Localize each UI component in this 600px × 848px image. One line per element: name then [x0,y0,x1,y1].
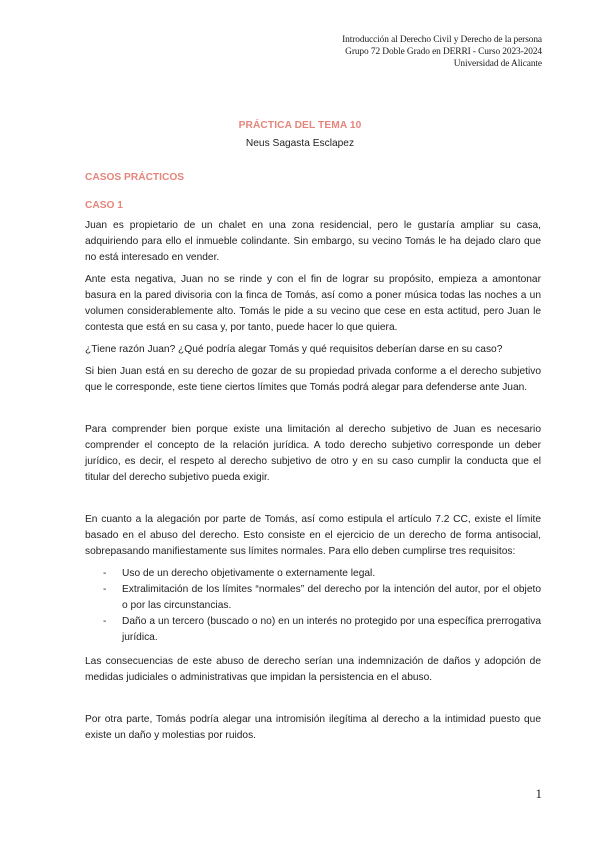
paragraph-abuse-of-right: En cuanto a la alegación por parte de Tomás, así como estipula el artículo 7.2 CC, existe el límite basado en el abuso del derecho. Esto consiste en el ejercicio de un derecho de forma antisocial, sobrepasando manifiestamente sus límites normales. Para ello deben cumplirse tres requisitos: [85,514,541,557]
paragraph-privacy: Por otra parte, Tomás podría alegar una intromisión ilegítima al derecho a la intimidad puesto que existe un daño y molestias por ruidos. [85,714,541,741]
page-header [342,34,542,70]
bullet-dash: - [103,568,107,579]
requirement-text: Daño a un tercero (buscado o no) en un interés no protegido por una específica prerrogativa jurídica. [122,616,541,643]
page-number: 1 [535,786,542,801]
paragraph-answer-intro: Si bien Juan está en su derecho de gozar de su propiedad privada conforme a el derecho subjetivo que le corresponde, este tiene ciertos límites que Tomás podrá alegar para defenderse ante Juan. [85,366,541,393]
document-title: PRÁCTICA DEL TEMA 10 [238,120,362,131]
paragraph-case-intro: Juan es propietario de un chalet en una zona residencial, pero le gustaría ampliar su casa, adquiriendo para ello el inmueble colindante. Sin embargo, su vecino Tomás le ha dejado claro que no está interesado en vender. [85,220,541,263]
case-heading: CASO 1 [85,200,123,211]
paragraph-question: ¿Tiene razón Juan? ¿Qué podría alegar Tomás y qué requisitos deberían darse en su caso? [85,344,503,355]
header-course: Introducción al Derecho Civil y Derecho de la persona [342,35,542,45]
paragraph-consequences: Las consecuencias de este abuso de derecho serían una indemnización de daños y adopción de medidas judiciales o administrativas que impidan la persistencia en el abuso. [85,656,541,683]
requirements-list [85,566,541,646]
bullet-dash: - [103,584,107,595]
document-body [85,170,541,750]
document-author: Neus Sagasta Esclapez [245,138,355,149]
paragraph-legal-relation: Para comprender bien porque existe una limitación al derecho subjetivo de Juan es necesario comprender el concepto de la relación jurídica. A todo derecho subjetivo corresponde un deber jurídico, es decir, el respeto al derecho subjetivo de otro y en su caso cumplir la conducta que el titular del derecho subjetivo pueda exigir. [85,424,541,483]
header-university: Universidad de Alicante [453,59,542,69]
list-item [85,614,541,646]
section-heading: CASOS PRÁCTICOS [85,172,185,183]
paragraph-case-facts: Ante esta negativa, Juan no se rinde y con el fin de lograr su propósito, empieza a amontonar basura en la pared divisoria con la finca de Tomás, así como a poner música todas las noches a un volumen considerablemente alto. Tomás le pide a su vecino que cese en esta actitud, pero Juan le contesta que está en su casa y, por tanto, puede hacer lo que quiera. [85,274,541,333]
bullet-dash: - [103,616,107,627]
list-item [85,582,541,614]
requirement-text: Uso de un derecho objetivamente o externamente legal. [122,568,376,579]
list-item [85,566,541,582]
requirement-text: Extralimitación de los límites “normales” del derecho por la intención del autor, por el objeto o por las circunstancias. [122,584,541,611]
header-group: Grupo 72 Doble Grado en DERRI - Curso 2023-2024 [345,47,542,57]
